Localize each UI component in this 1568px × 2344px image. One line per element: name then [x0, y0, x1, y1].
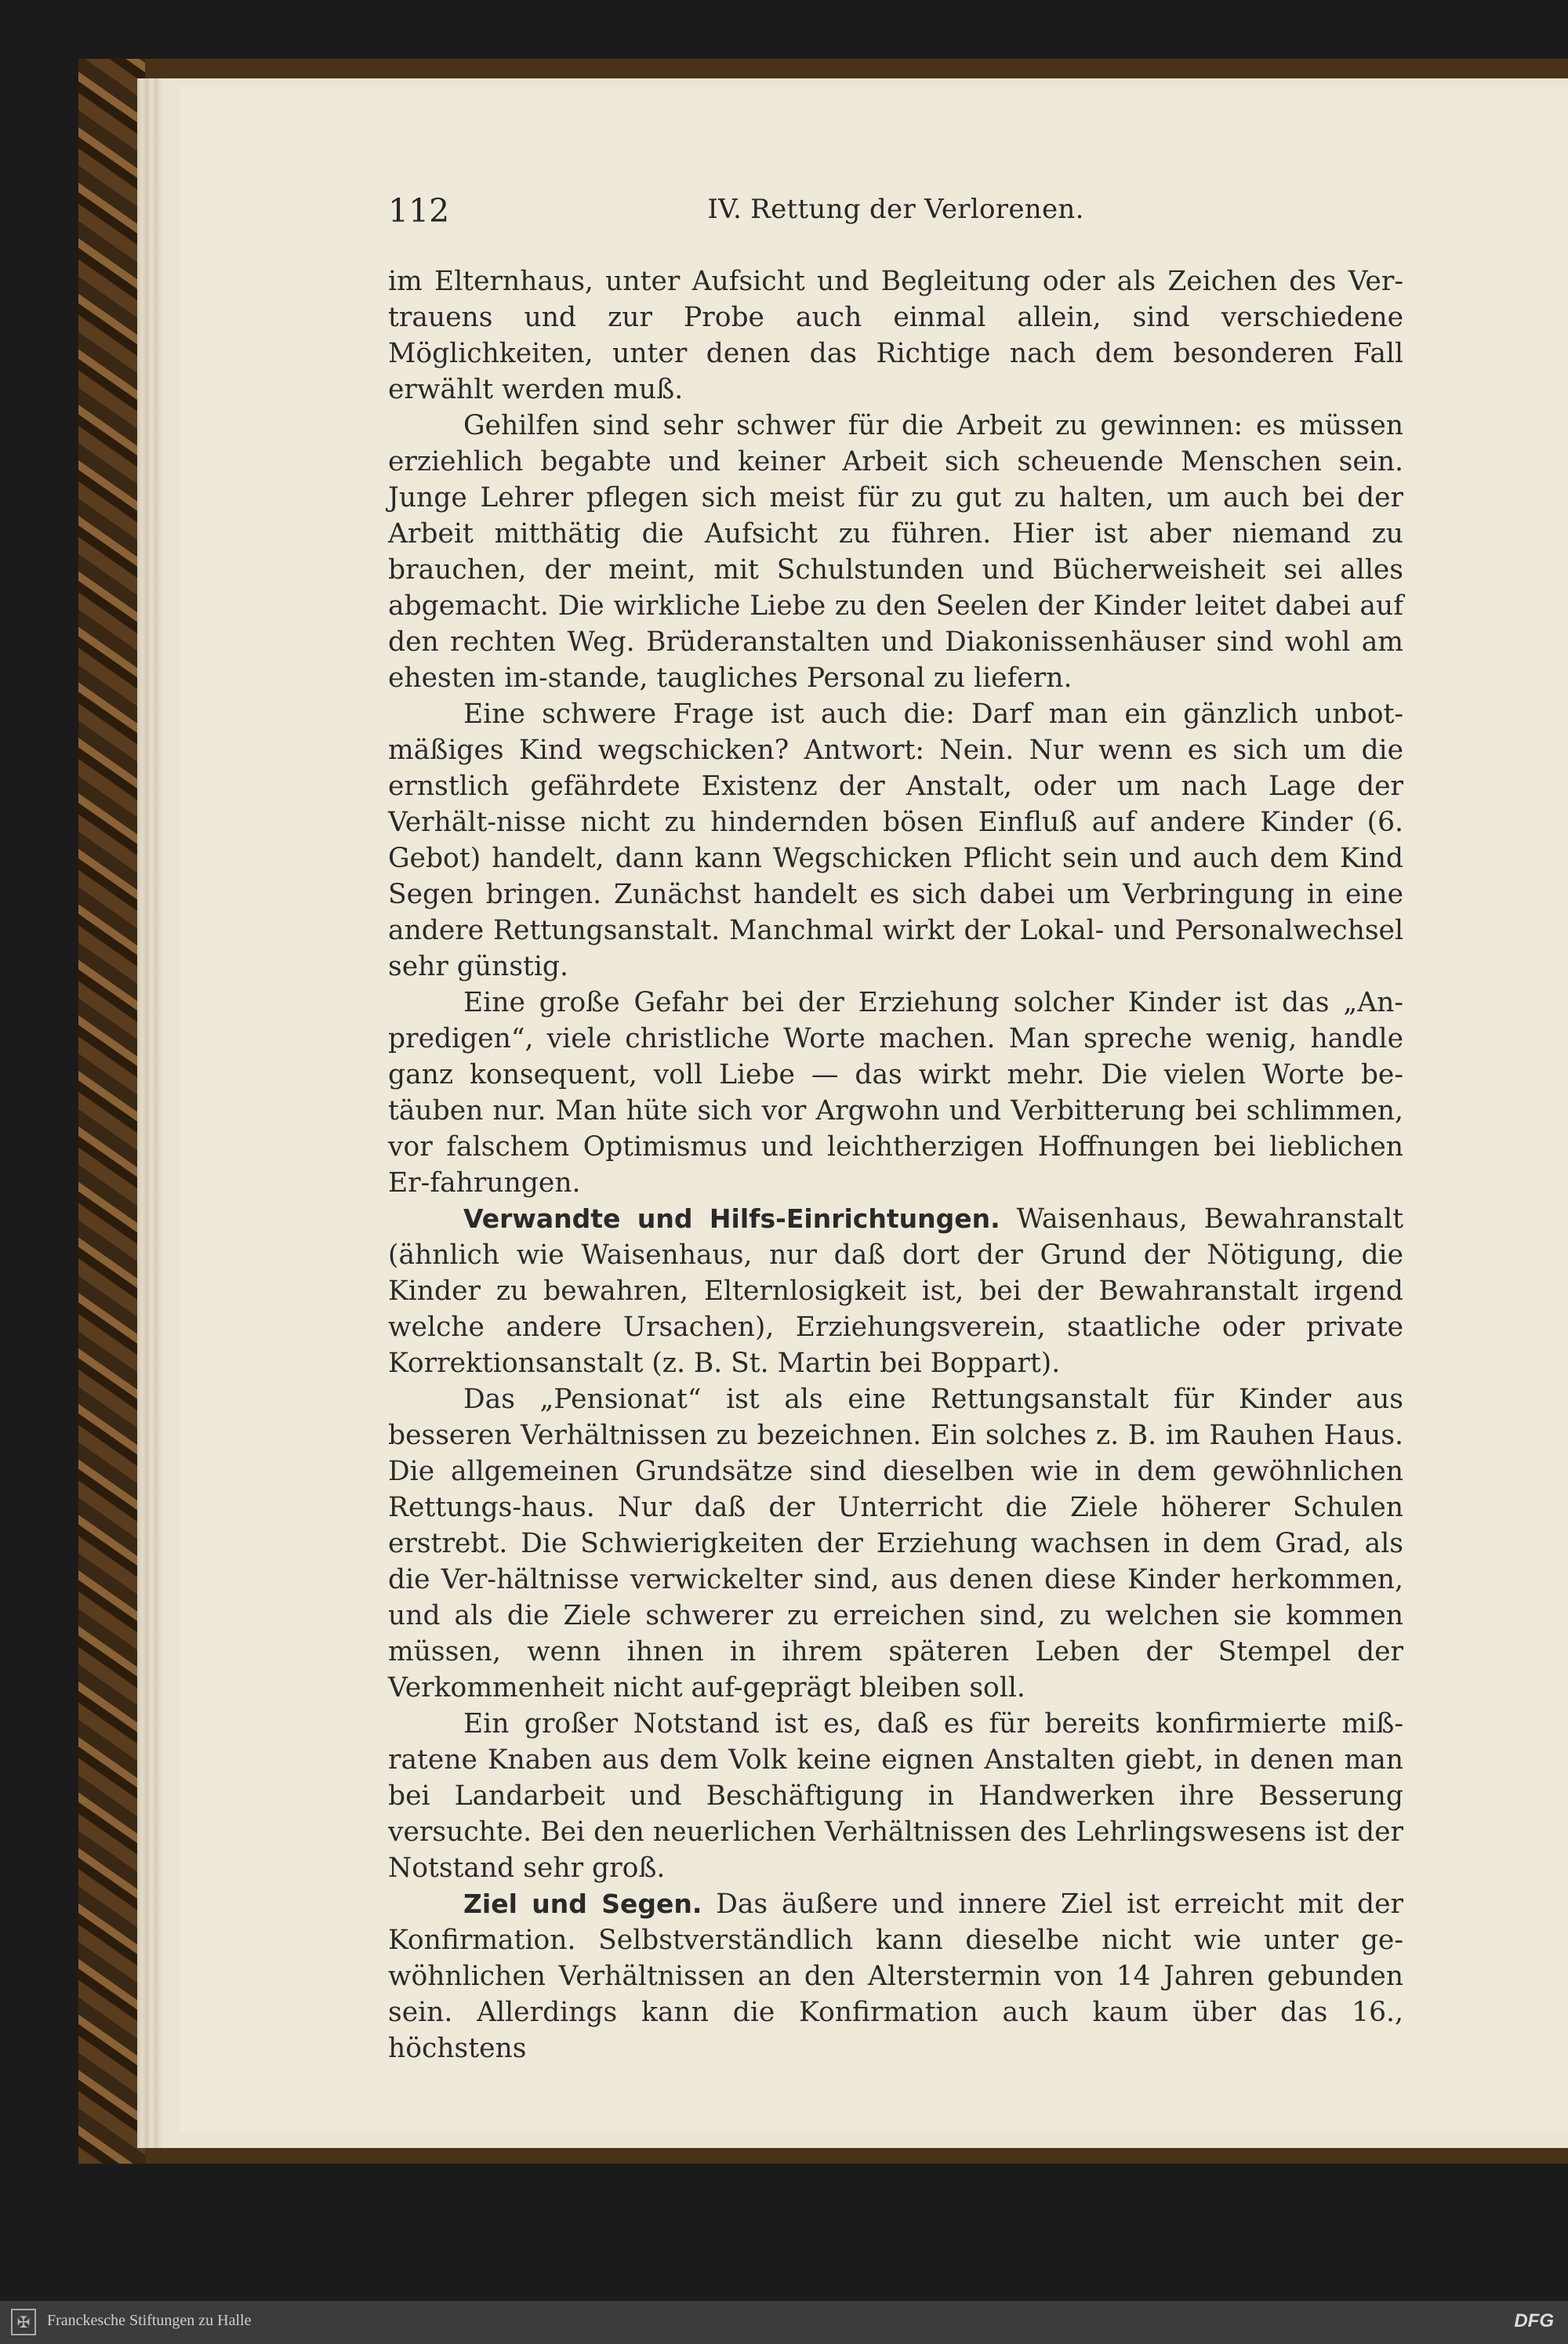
- body-text: [388, 263, 1403, 2066]
- section-heading: Verwandte und Hilfs-Einrichtungen.: [463, 1203, 1000, 1234]
- page-header: [388, 192, 1403, 231]
- paragraph: Eine schwere Frage ist auch die: Darf man ein gänzlich unbot-mäßiges Kind wegschicken? Antwort: Nein. Nur wenn es sich um die ernstlich gefährdete Existenz der Anstalt, oder um nach Lage der Verhält-nisse nicht zu hindernden bösen Einfluß auf andere Kinder (6. Gebot) handelt, dann kann Wegschicken Pflicht sein und auch dem Kind Segen bringen. Zunächst handelt es sich dabei um Verbringung in eine andere Rettungsanstalt. Manchmal wirkt der Lokal- und Personalwechsel sehr günstig.: [388, 698, 1403, 982]
- running-head: IV. Rettung der Verlorenen.: [707, 194, 1084, 225]
- institution-label: Franckesche Stiftungen zu Halle: [47, 2312, 252, 2329]
- viewer-footer: [0, 2301, 1568, 2344]
- paragraph: Eine große Gefahr bei der Erziehung solcher Kinder ist das „An-predigen“, viele christliche Worte machen. Man spreche wenig, handle ganz konsequent, voll Liebe — das wirkt mehr. Die vielen Worte be-täuben nur. Man hüte sich vor Argwohn und Verbitterung bei schlimmen, vor falschem Optimismus und leichtherzigen Hoffnungen bei lieblichen Er-fahrungen.: [388, 987, 1403, 1199]
- paragraph: im Elternhaus, unter Aufsicht und Begleitung oder als Zeichen des Ver-trauens und zur Probe auch einmal allein, sind verschiedene Möglichkeiten, unter denen das Richtige nach dem besonderen Fall erwählt werden muß.: [388, 266, 1403, 405]
- paragraph: Verwandte und Hilfs-Einrichtungen. Waisenhaus, Bewahranstalt (ähnlich wie Waisenhaus, nur daß dort der Grund der Nötigung, die Kinder zu bewahren, Elternlosigkeit ist, bei der Bewahranstalt irgend welche andere Ursachen), Erziehungsverein, staatliche oder private Korrektionsanstalt (z. B. St. Martin bei Boppart).: [388, 1203, 1403, 1379]
- paragraph: Das „Pensionat“ ist als eine Rettungsanstalt für Kinder aus besseren Verhältnissen zu bezeichnen. Ein solches z. B. im Rauhen Haus. Die allgemeinen Grundsätze sind dieselben wie in dem gewöhnlichen Rettungs-haus. Nur daß der Unterricht die Ziele höherer Schulen erstrebt. Die Schwierigkeiten der Erziehung wachsen in dem Grad, als die Ver-hältnisse verwickelter sind, aus denen diese Kinder herkommen, und als die Ziele schwerer zu erreichen sind, zu welchen sie kommen müssen, wenn ihnen in ihrem späteren Leben der Stempel der Verkommenheit nicht auf-geprägt bleiben soll.: [388, 1384, 1403, 1704]
- section-heading: Ziel und Segen.: [463, 1889, 702, 1919]
- paragraph: Gehilfen sind sehr schwer für die Arbeit zu gewinnen: es müssen erziehlich begabte und keiner Arbeit sich scheuende Menschen sein. Junge Lehrer pflegen sich meist für zu gut zu halten, um auch bei der Arbeit mitthätig die Aufsicht zu führen. Hier ist aber niemand zu brauchen, der meint, mit Schulstunden und Bücherweisheit sei alles abgemacht. Die wirkliche Liebe zu den Seelen der Kinder leitet dabei auf den rechten Weg. Brüderanstalten und Diakonissenhäuser sind wohl am ehesten im-stande, taugliches Personal zu liefern.: [388, 410, 1403, 694]
- page-number: 112: [388, 192, 450, 230]
- francke-seal-icon: ✠: [11, 2309, 36, 2335]
- paragraph: Ein großer Notstand ist es, daß es für bereits konfirmierte miß-ratene Knaben aus dem Volk keine eignen Anstalten giebt, in denen man bei Landarbeit und Beschäftigung in Handwerken ihre Besserung versuchte. Bei den neuerlichen Verhältnissen des Lehrlingswesens ist der Notstand sehr groß.: [388, 1708, 1403, 1884]
- marbled-cover-edge: [78, 59, 145, 2164]
- dfg-logo: DFG: [1514, 2310, 1554, 2331]
- paragraph: Ziel und Segen. Das äußere und innere Ziel ist erreicht mit der Konfirmation. Selbstverständlich kann dieselbe nicht wie unter ge-wöhnlichen Verhältnissen an den Alterstermin von 14 Jahren gebunden sein. Allerdings kann die Konfirmation auch kaum über das 16., höchstens: [388, 1889, 1404, 2064]
